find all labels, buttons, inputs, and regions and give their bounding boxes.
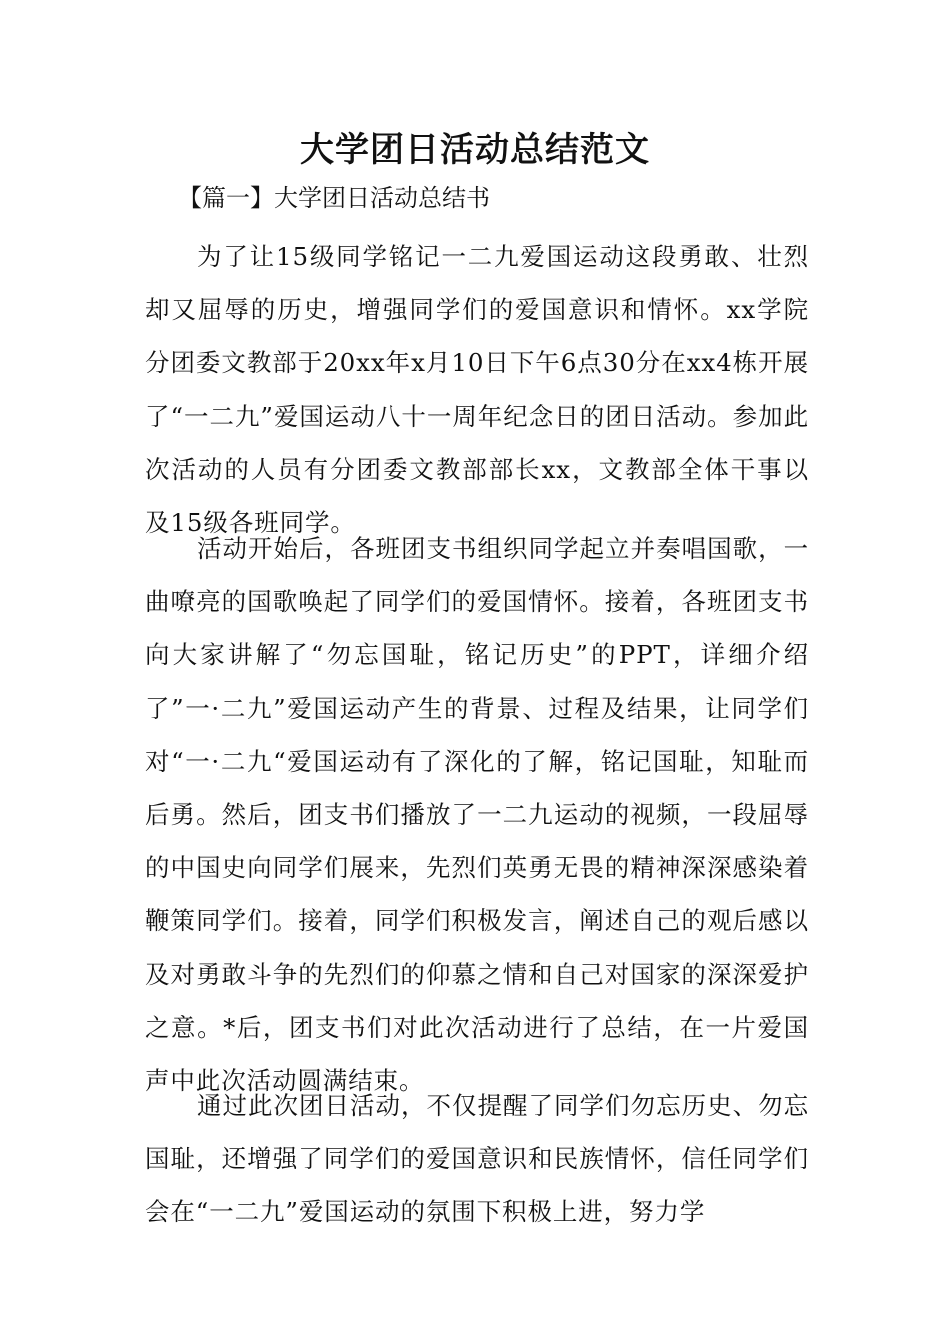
body-paragraph-2: 活动开始后，各班团支书组织同学起立并奏唱国歌，一曲嘹亮的国歌唤起了同学们的爱国情怀。接着，各班团支书向大家讲解了“勿忘国耻，铭记历史”的PPT，详细介绍了”一·二九”爱国运动产生的背景、过程及结果，让同学们对“一·二九“爱国运动有了深化的了解，铭记国耻，知耻而后勇。然后，团支书们播放了一二九运动的视频，一段屈辱的中国史向同学们展来，先烈们英勇无畏的精神深深感染着鞭策同学们。接着，同学们积极发言，阐述自己的观后感以及对勇敢斗争的先烈们的仰慕之情和自己对国家的深深爱护之意。*后，团支书们对此次活动进行了总结，在一片爱国声中此次活动圆满结束。: [145, 534, 809, 1096]
body-paragraph-1: 为了让15级同学铭记一二九爱国运动这段勇敢、壮烈却又屈辱的历史，增强同学们的爱国意识和情怀。xx学院分团委文教部于20xx年x月10日下午6点30分在xx4栋开展了“一二九”爱国运动八十一周年纪念日的团日活动。参加此次活动的人员有分团委文教部部长xx，文教部全体干事以及15级各班同学。: [145, 242, 809, 538]
section-heading: 【篇一】大学团日活动总结书: [178, 184, 490, 212]
document-title: 大学团日活动总结范文: [300, 130, 650, 170]
body-paragraph-3: 通过此次团日活动，不仅提醒了同学们勿忘历史、勿忘国耻，还增强了同学们的爱国意识和民族情怀，信任同学们会在“一二九”爱国运动的氛围下积极上进，努力学: [145, 1091, 809, 1227]
